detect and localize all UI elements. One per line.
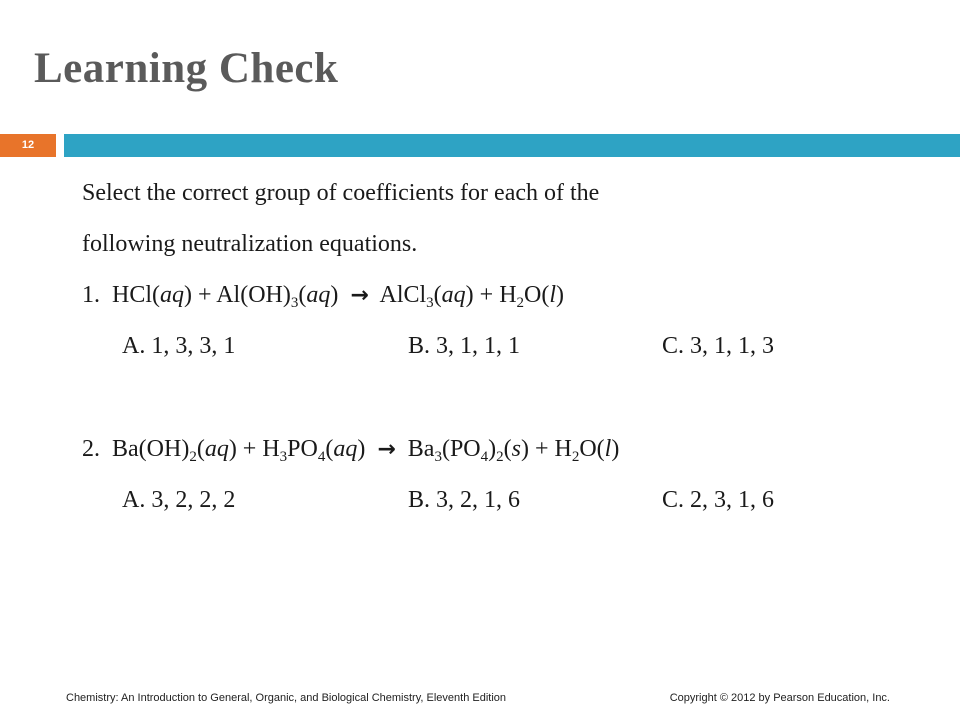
intro-line-2: following neutralization equations. (82, 231, 418, 257)
question-1-options (0, 333, 960, 363)
option-b[interactable]: B. 3, 1, 1, 1 (408, 333, 521, 359)
option-c[interactable]: C. 3, 1, 1, 3 (662, 333, 775, 359)
option-c[interactable]: C. 2, 3, 1, 6 (662, 487, 775, 513)
question-number: 2. (82, 436, 100, 462)
footer-copyright: Copyright © 2012 by Pearson Education, Inc. (669, 692, 890, 704)
header-accent-bar (64, 134, 960, 157)
reaction-arrow-icon: → (350, 283, 369, 308)
reaction-arrow-icon: → (377, 437, 396, 462)
slide-number-badge: 12 (0, 134, 56, 157)
option-b[interactable]: B. 3, 2, 1, 6 (408, 487, 521, 513)
option-a[interactable]: A. 1, 3, 3, 1 (122, 333, 236, 359)
intro-line-1: Select the correct group of coefficients for each of the (82, 180, 600, 206)
question-1-equation: 1. $HCl(aq) + Al(OH)_3(aq)$ → AlCl$_3$(aq) + $H_2O(l)$ (82, 282, 565, 311)
question-number: 1. (82, 282, 100, 308)
question-2-equation: 2. $Ba(OH)_2(aq) + H_3PO_4(aq) \to Ba_3(PO_4)_2(s) + H_2O(l)$ (82, 436, 620, 465)
question-2-options (0, 487, 960, 517)
option-a[interactable]: A. 3, 2, 2, 2 (122, 487, 236, 513)
footer-book-title: Chemistry: An Introduction to General, Organic, and Biological Chemistry, Eleventh Edition (66, 692, 507, 704)
slide-title: Learning Check (34, 45, 339, 92)
